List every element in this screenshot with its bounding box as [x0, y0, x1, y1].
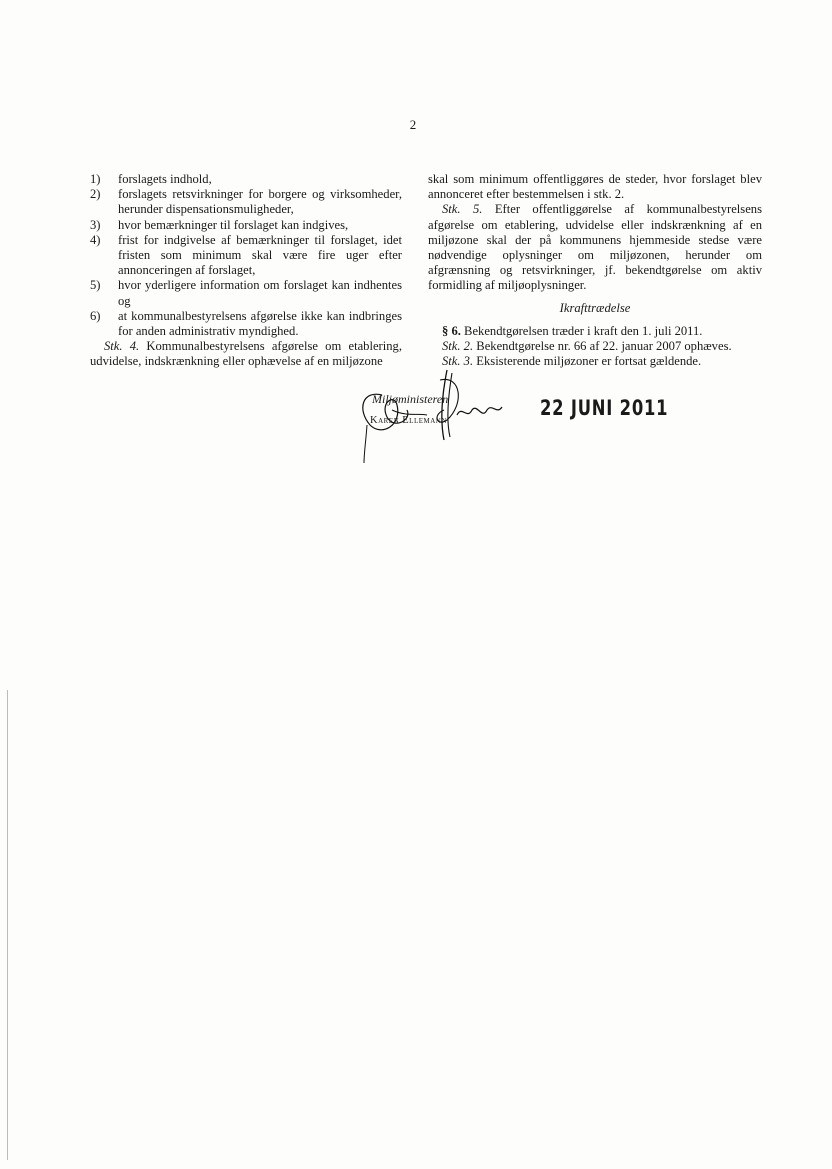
continuation-paragraph: skal som minimum offentliggøres de steder, hvor forslaget blev annonceret efter bestemmelsen i stk. 2.	[428, 172, 762, 202]
list-item-text: frist for indgivelse af bemærkninger til forslaget, idet fristen som minimum skal være fire uger efter annonceringen af forslaget,	[118, 232, 402, 278]
list-item	[90, 233, 402, 279]
list-item-number: 6)	[90, 308, 101, 323]
list-item	[90, 278, 402, 308]
list-item-number: 4)	[90, 232, 101, 247]
left-column	[90, 172, 402, 370]
signature-title: Miljøministeren	[372, 392, 449, 406]
right-column	[428, 172, 762, 369]
stk4-text: Kommunalbestyrelsens afgørelse om etablering, udvidelse, indskrænkning eller ophævelse af en miljøzone	[90, 339, 402, 369]
signature-block	[352, 365, 532, 465]
list-item	[90, 218, 402, 233]
stk2-paragraph	[428, 339, 762, 354]
stk5-paragraph	[428, 202, 762, 293]
stk2-text: Bekendtgørelse nr. 66 af 22. januar 2007 ophæves.	[476, 339, 732, 354]
list-item-text: at kommunalbestyrelsens afgørelse ikke kan indbringes for anden administrativ myndighed.	[118, 308, 402, 339]
list-item-text: hvor yderligere information om forslaget kan indhentes og	[118, 278, 402, 308]
signature-name: Karen Ellemann	[370, 415, 447, 426]
stk5-label: Stk. 5.	[442, 202, 483, 217]
section-6-label: § 6.	[442, 323, 461, 338]
numbered-list	[90, 172, 402, 339]
list-item-text: forslagets indhold,	[118, 172, 212, 186]
scan-margin-line	[7, 690, 8, 1160]
list-item	[90, 187, 402, 217]
stk3-text: Eksisterende miljøzoner er fortsat gældende.	[476, 354, 702, 369]
section-heading-ikrafttraedelse: Ikrafttrædelse	[559, 300, 631, 315]
section-6-text: Bekendtgørelsen træder i kraft den 1. juli 2011.	[464, 323, 703, 338]
list-item	[90, 309, 402, 339]
section-6-paragraph	[428, 324, 762, 339]
list-item	[90, 172, 402, 187]
list-item-number: 1)	[90, 172, 101, 186]
stk2-label: Stk. 2.	[442, 339, 474, 354]
date-stamp: 22 JUNI 2011	[540, 396, 669, 420]
stk4-label: Stk. 4.	[104, 339, 140, 354]
list-item-number: 5)	[90, 278, 101, 293]
stk5-text: Efter offentliggørelse af kommunalbestyrelsens afgørelse om etablering, udvidelse eller indskrænkning af en miljøzone skal der på kommunens hjemmeside stedse være nødvendige oplysninger om miljøzonen, herunder om afgrænsning og retsvirkninger, jf. bekendtgørelse om aktiv formidling af miljøoplysninger.	[428, 202, 762, 293]
list-item-text: hvor bemærkninger til forslaget kan indgives,	[118, 217, 349, 232]
list-item-number: 2)	[90, 187, 101, 202]
stk3-label: Stk. 3.	[442, 354, 474, 369]
list-item-number: 3)	[90, 217, 101, 232]
page-number: 2	[409, 117, 417, 132]
list-item-text: forslagets retsvirkninger for borgere og virksomheder, herunder dispensationsmuligheder,	[118, 187, 402, 217]
